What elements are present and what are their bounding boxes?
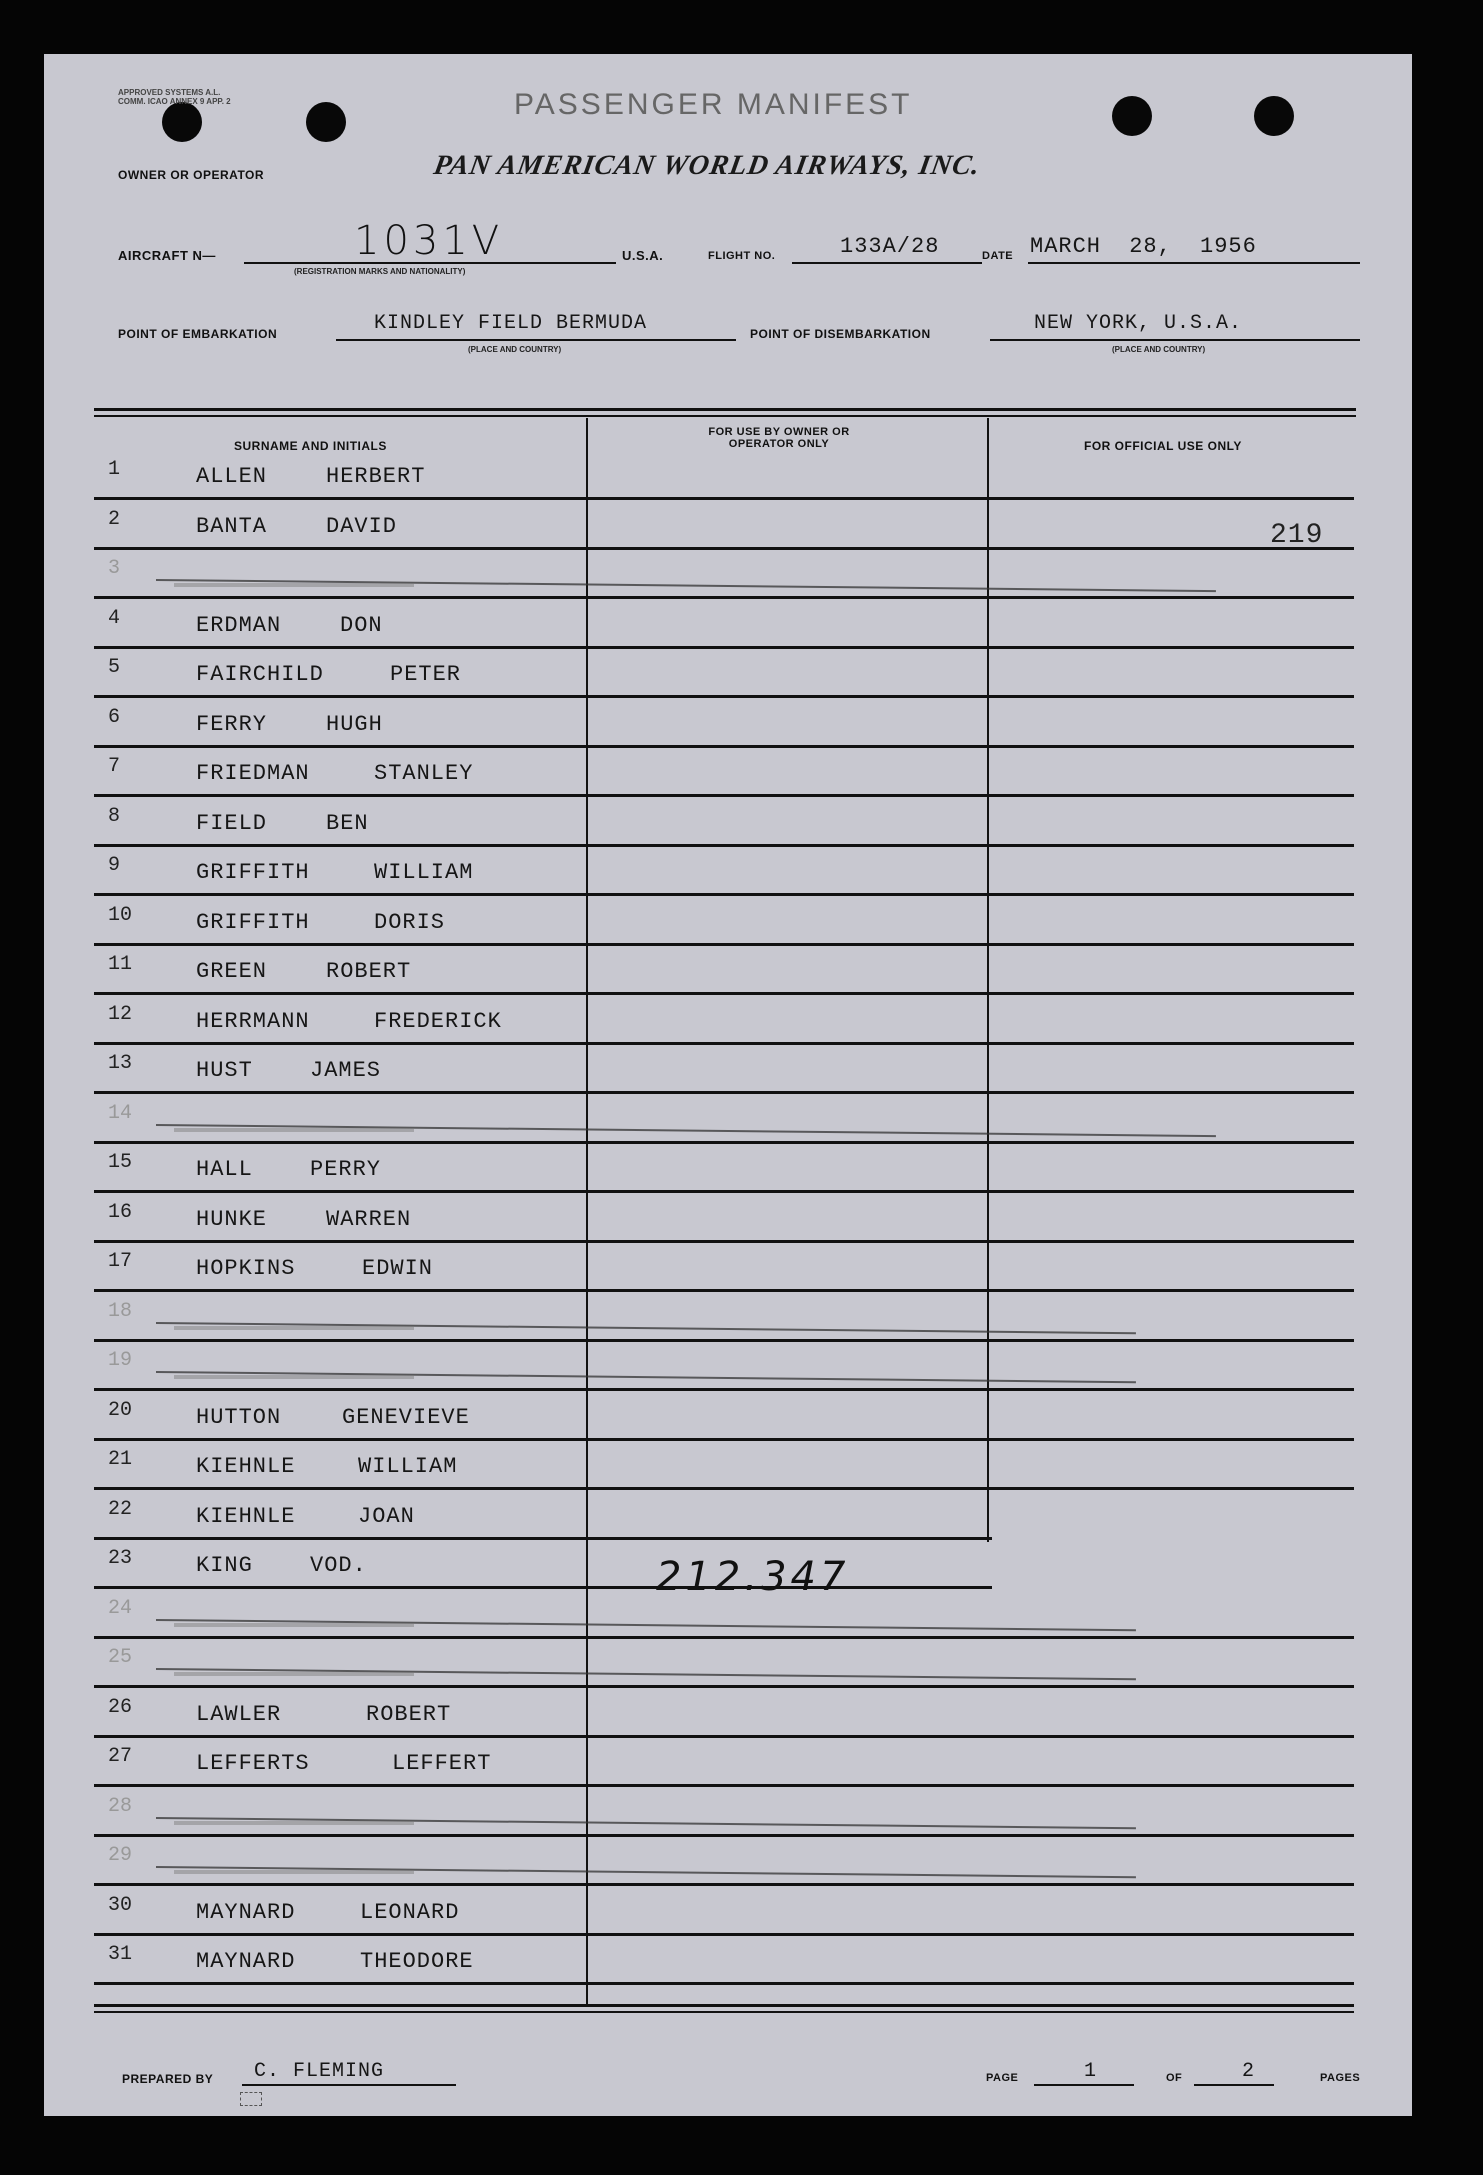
- row-line: [94, 1141, 1354, 1144]
- row-number: 31: [108, 1943, 133, 1966]
- row-line: [94, 1586, 992, 1589]
- passenger-given-name: ROBERT: [326, 959, 412, 984]
- row-line: [94, 695, 1354, 698]
- row-number: 5: [108, 656, 121, 679]
- passenger-surname: LEFFERTS: [196, 1751, 310, 1776]
- row-number: 13: [108, 1052, 133, 1075]
- handwritten-number: 212.347: [656, 1554, 850, 1600]
- usa-label: U.S.A.: [622, 248, 664, 263]
- passenger-surname: FAIRCHILD: [196, 662, 324, 687]
- passenger-given-name: WILLIAM: [374, 860, 474, 885]
- row-line: [94, 547, 1354, 550]
- passenger-given-name: DON: [340, 613, 383, 638]
- passenger-surname: GRIFFITH: [196, 860, 310, 885]
- punch-hole: [162, 102, 202, 142]
- passenger-surname: LAWLER: [196, 1702, 282, 1727]
- passenger-given-name: FREDERICK: [374, 1009, 502, 1034]
- ink-smudge: [174, 1672, 414, 1676]
- column-header-official: FOR OFFICIAL USE ONLY: [1084, 439, 1242, 453]
- row-number: 15: [108, 1151, 133, 1174]
- prepared-by: C. FLEMING: [254, 2060, 385, 2083]
- passenger-given-name: LEFFERT: [392, 1751, 492, 1776]
- row-number: 30: [108, 1894, 133, 1917]
- disembark-caption: (PLACE AND COUNTRY): [1112, 345, 1206, 354]
- passenger-given-name: ROBERT: [366, 1702, 452, 1727]
- passenger-given-name: WARREN: [326, 1207, 412, 1232]
- passenger-given-name: VOD.: [310, 1553, 367, 1578]
- embark-label: POINT OF EMBARKATION: [118, 327, 278, 341]
- passenger-surname: FERRY: [196, 712, 268, 737]
- ink-smudge: [174, 1870, 414, 1874]
- passenger-surname: GRIFFITH: [196, 910, 310, 935]
- row-number: 26: [108, 1696, 133, 1719]
- passenger-given-name: PETER: [390, 662, 462, 687]
- passenger-surname: HUST: [196, 1058, 253, 1083]
- column-header-surname: SURNAME AND INITIALS: [234, 439, 387, 453]
- ink-smudge: [174, 1326, 414, 1330]
- column-header-owner: FOR USE BY OWNER OR OPERATOR ONLY: [708, 426, 850, 450]
- row-number: 7: [108, 755, 121, 778]
- flight-date: MARCH 28, 1956: [1030, 234, 1257, 259]
- row-line: [94, 646, 1354, 649]
- ink-smudge: [174, 1128, 414, 1132]
- passenger-given-name: THEODORE: [360, 1949, 474, 1974]
- row-number: 24: [108, 1597, 133, 1620]
- passenger-given-name: BEN: [326, 811, 369, 836]
- passenger-surname: HUTTON: [196, 1405, 282, 1430]
- page-number: 1: [1084, 2060, 1098, 2083]
- passenger-surname: FIELD: [196, 811, 268, 836]
- ink-smudge: [174, 1375, 414, 1379]
- ink-smudge: [174, 583, 414, 587]
- aircraft-label: AIRCRAFT N—: [118, 248, 216, 263]
- row-line: [94, 893, 1354, 896]
- row-line: [94, 1735, 1354, 1738]
- pages-label: PAGES: [1320, 2072, 1361, 2084]
- row-number: 9: [108, 854, 121, 877]
- row-number: 19: [108, 1349, 133, 1372]
- disembark-label: POINT OF DISEMBARKATION: [750, 327, 931, 341]
- passenger-given-name: GENEVIEVE: [342, 1405, 470, 1430]
- passenger-given-name: LEONARD: [360, 1900, 460, 1925]
- row-line: [94, 1883, 1354, 1886]
- passenger-given-name: WILLIAM: [358, 1454, 458, 1479]
- passenger-surname: HERRMANN: [196, 1009, 310, 1034]
- embark-place: KINDLEY FIELD BERMUDA: [374, 312, 648, 335]
- row-number: 27: [108, 1745, 133, 1768]
- row-line: [94, 1042, 1354, 1045]
- ink-smudge: [174, 1821, 414, 1825]
- airline-name: PAN AMERICAN WORLD AIRWAYS, INC.: [431, 150, 983, 181]
- row-line: [94, 1933, 1354, 1936]
- page-label: PAGE: [986, 2072, 1019, 2084]
- row-number: 22: [108, 1498, 133, 1521]
- row-line: [94, 1784, 1354, 1787]
- row-number: 11: [108, 953, 133, 976]
- row-line: [94, 1091, 1354, 1094]
- row-line: [94, 1339, 1354, 1342]
- official-use-number: 219: [1270, 520, 1324, 551]
- flight-label: FLIGHT NO.: [708, 250, 776, 262]
- row-line: [94, 1190, 1354, 1193]
- row-line: [94, 1636, 1354, 1639]
- passenger-given-name: DAVID: [326, 514, 398, 539]
- row-line: [94, 1537, 992, 1540]
- passenger-given-name: HUGH: [326, 712, 383, 737]
- passenger-surname: KIEHNLE: [196, 1454, 296, 1479]
- row-line: [94, 794, 1354, 797]
- punch-hole: [1112, 96, 1152, 136]
- passenger-given-name: JAMES: [310, 1058, 382, 1083]
- passenger-surname: FRIEDMAN: [196, 761, 310, 786]
- form-stamp: [240, 2092, 262, 2106]
- passenger-surname: ALLEN: [196, 464, 268, 489]
- row-number: 23: [108, 1547, 133, 1570]
- flight-number: 133A/28: [840, 234, 940, 259]
- row-number: 25: [108, 1646, 133, 1669]
- row-line: [94, 1982, 1354, 1985]
- row-number: 3: [108, 557, 121, 580]
- row-line: [94, 1834, 1354, 1837]
- aircraft-number: 1031V: [354, 218, 504, 264]
- passenger-surname: KING: [196, 1553, 253, 1578]
- passenger-surname: GREEN: [196, 959, 268, 984]
- row-number: 29: [108, 1844, 133, 1867]
- row-number: 12: [108, 1003, 133, 1026]
- registration-caption: (REGISTRATION MARKS AND NATIONALITY): [294, 267, 466, 276]
- ink-smudge: [174, 1623, 414, 1627]
- row-line: [94, 1487, 1354, 1490]
- row-line: [94, 1388, 1354, 1391]
- passenger-surname: MAYNARD: [196, 1949, 296, 1974]
- passenger-surname: HUNKE: [196, 1207, 268, 1232]
- passenger-surname: ERDMAN: [196, 613, 282, 638]
- passenger-surname: HALL: [196, 1157, 253, 1182]
- disembark-place: NEW YORK, U.S.A.: [1034, 312, 1243, 335]
- row-number: 4: [108, 607, 121, 630]
- punch-hole: [1254, 96, 1294, 136]
- form-title: PASSENGER MANIFEST: [514, 88, 913, 121]
- embark-caption: (PLACE AND COUNTRY): [468, 345, 562, 354]
- row-line: [94, 745, 1354, 748]
- row-line: [94, 992, 1354, 995]
- passenger-given-name: HERBERT: [326, 464, 426, 489]
- row-number: 20: [108, 1399, 133, 1422]
- page-total: 2: [1242, 2060, 1256, 2083]
- passenger-surname: KIEHNLE: [196, 1504, 296, 1529]
- row-number: 8: [108, 805, 121, 828]
- passenger-surname: MAYNARD: [196, 1900, 296, 1925]
- row-number: 17: [108, 1250, 133, 1273]
- date-label: DATE: [982, 250, 1014, 262]
- manifest-sheet: [44, 54, 1412, 2116]
- row-number: 6: [108, 706, 121, 729]
- row-line: [94, 497, 1354, 500]
- passenger-given-name: DORIS: [374, 910, 446, 935]
- row-line: [94, 1685, 1354, 1688]
- passenger-given-name: STANLEY: [374, 761, 474, 786]
- row-line: [94, 1240, 1354, 1243]
- row-number: 1: [108, 458, 121, 481]
- passenger-surname: BANTA: [196, 514, 268, 539]
- row-number: 14: [108, 1102, 133, 1125]
- row-line: [94, 1438, 1354, 1441]
- punch-hole: [306, 102, 346, 142]
- passenger-surname: HOPKINS: [196, 1256, 296, 1281]
- row-number: 16: [108, 1201, 133, 1224]
- of-label: OF: [1166, 2072, 1183, 2084]
- passenger-given-name: PERRY: [310, 1157, 382, 1182]
- row-line: [94, 1289, 1354, 1292]
- row-line: [94, 943, 1354, 946]
- owner-label: OWNER OR OPERATOR: [118, 168, 265, 182]
- passenger-given-name: JOAN: [358, 1504, 415, 1529]
- row-line: [94, 844, 1354, 847]
- row-number: 18: [108, 1300, 133, 1323]
- row-line: [94, 596, 1354, 599]
- prepared-label: PREPARED BY: [122, 2072, 214, 2086]
- row-number: 21: [108, 1448, 133, 1471]
- passenger-given-name: EDWIN: [362, 1256, 434, 1281]
- row-number: 2: [108, 508, 121, 531]
- approval-stamp: APPROVED SYSTEMS A.L. COMM. ICAO ANNEX 9 APP. 2: [118, 88, 231, 106]
- row-number: 10: [108, 904, 133, 927]
- row-number: 28: [108, 1795, 133, 1818]
